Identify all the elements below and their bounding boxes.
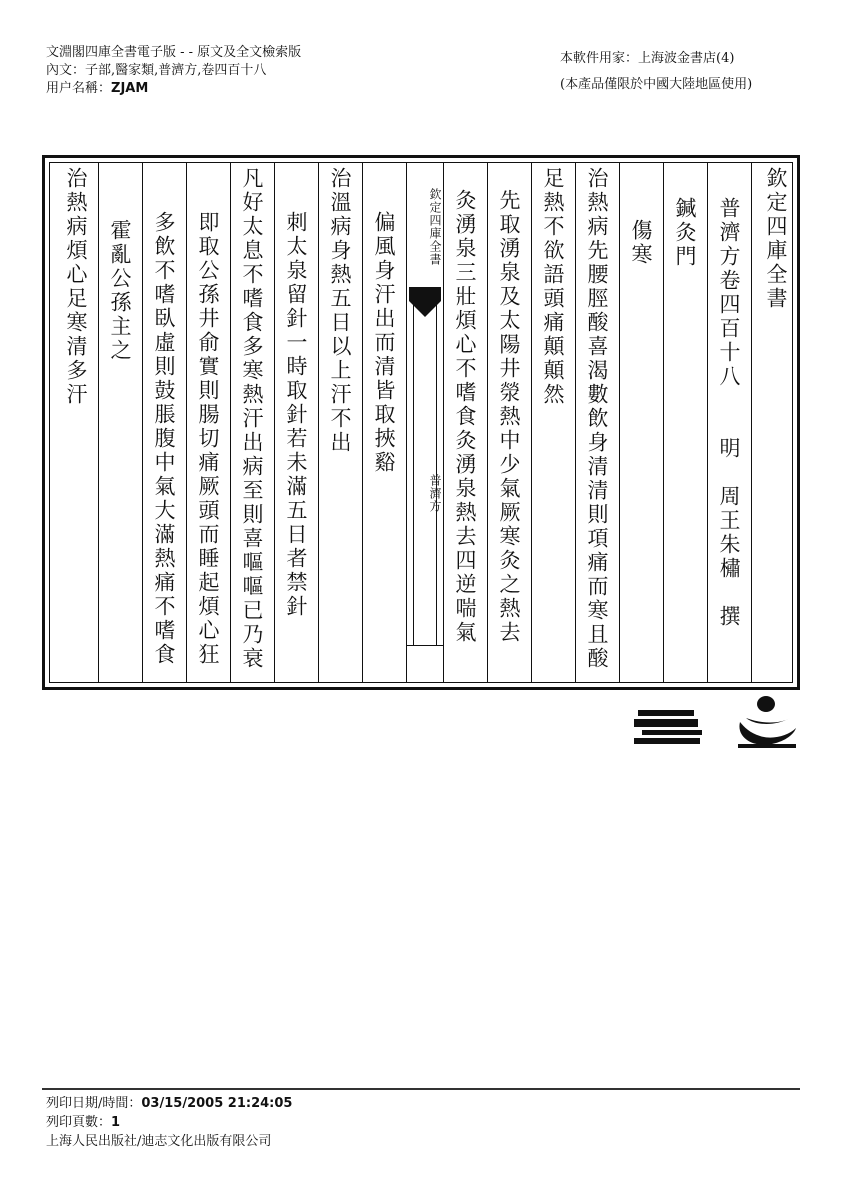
gutter-book-name: 普濟方 (428, 473, 442, 513)
header-title-line: 文淵閣四庫全書電子版 - - 原文及全文檢索版 (46, 45, 302, 60)
print-date-label: 列印日期/時間： (46, 1096, 142, 1111)
print-pages-label: 列印頁數： (46, 1115, 112, 1130)
column-juan: 普濟方卷四百十八 明 周王朱橚 撰 (707, 163, 751, 682)
text-column: 灸湧泉三壯煩心不嗜食灸湧泉熱去四逆喘氣 (443, 163, 487, 682)
text-column: 治熱病煩心足寒清多汗 (64, 167, 88, 407)
column-title: 欽定四庫全書 (751, 163, 798, 682)
text-column: 霍亂公孫主之 (98, 163, 142, 682)
print-pages-line (46, 1113, 292, 1132)
user-value: ZJAM (111, 81, 149, 96)
text-column: 偏風身汗出而清皆取挾谿 (362, 163, 406, 682)
footer-divider (42, 1088, 800, 1090)
region-notice: (本產品僅限於中國大陸地區使用) (560, 77, 753, 92)
text-column: 即取公孫井俞實則腸切痛厥頭而睡起煩心狂 (186, 163, 230, 682)
column-section: 鍼灸門 (663, 163, 707, 682)
text-column: 先取湧泉及太陽井滎熱中少氣厥寒灸之熱去 (487, 163, 531, 682)
text-column: 治熱病先腰脛酸喜渴數飲身清清則項痛而寒且酸 (575, 163, 619, 682)
header-user-line (46, 80, 301, 98)
licensee-line: 本軟件用家：上海波金書店(4) (560, 51, 735, 66)
text-column: 治溫病身熱五日以上汗不出 (318, 163, 362, 682)
footer (46, 1094, 292, 1151)
publisher-seal-icon (634, 708, 702, 746)
print-date-value: 03/15/2005 21:24:05 (141, 1096, 293, 1111)
header-left (46, 44, 301, 98)
gutter-rule (407, 645, 443, 646)
page-grid (49, 162, 793, 683)
text-column: 刺太泉留針一時取針若未滿五日者禁針 (274, 163, 318, 682)
center-gutter (406, 163, 443, 682)
text-column: 多飲不嗜臥虛則鼓脹腹中氣大滿熱痛不嗜食 (142, 163, 186, 682)
page-frame (42, 155, 800, 690)
gutter-title: 欽定四庫全書 (428, 188, 442, 266)
user-label: 用户名稱： (46, 81, 112, 96)
publisher-line: 上海人民出版社/迪志文化出版有限公司 (46, 1134, 272, 1149)
header-content-line: 內文：子部,醫家類,普濟方,卷四百十八 (46, 63, 267, 78)
header-right (560, 46, 752, 98)
text-column: 凡好太息不嗜食多寒熱汗出病至則喜嘔嘔已乃衰 (230, 163, 274, 682)
column-subsection: 傷寒 (619, 163, 663, 682)
fish-tail-mark (409, 287, 441, 301)
publisher-logo-icon (732, 694, 800, 752)
print-date-line (46, 1094, 292, 1113)
text-column: 足熱不欲語頭痛顛顛然 (531, 163, 575, 682)
print-pages-value: 1 (111, 1115, 121, 1130)
